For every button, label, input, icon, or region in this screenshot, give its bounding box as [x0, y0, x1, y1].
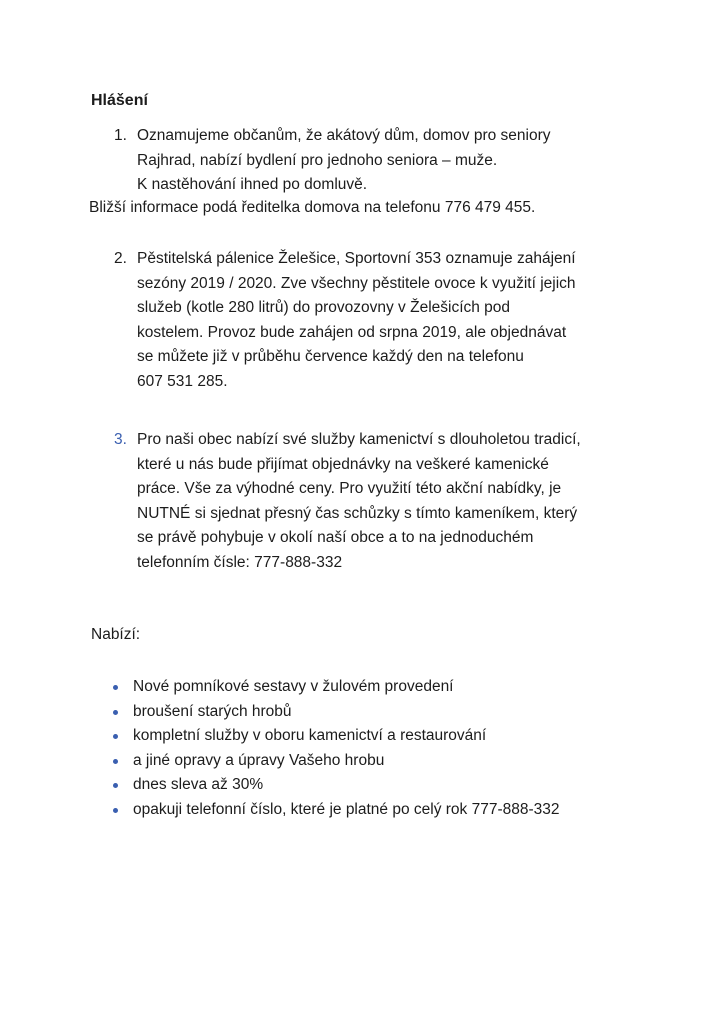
- item-line: sezóny 2019 / 2020. Zve všechny pěstitele ovoce k využití jejich: [137, 274, 576, 292]
- offer-text: dnes sleva až 30%: [133, 776, 264, 793]
- offer-text: kompletní služby v oboru kamenictví a restaurování: [133, 727, 487, 744]
- contact-note: Bližší informace podá ředitelka domova na telefonu 776 479 455.: [89, 199, 536, 216]
- item-line: Rajhrad, nabízí bydlení pro jednoho seniora – muže.: [137, 151, 498, 169]
- bullet-icon: [113, 710, 118, 715]
- item-line: kostelem. Provoz bude zahájen od srpna 2019, ale objednávat: [137, 323, 567, 341]
- announcement-item-1: [0, 124, 725, 199]
- bullet-icon: [113, 808, 118, 813]
- offers-list: [112, 675, 560, 822]
- offer-text: broušení starých hrobů: [133, 702, 292, 720]
- offers-heading: Nabízí:: [91, 626, 141, 643]
- item-text: [137, 247, 576, 394]
- item-line: které u nás bude přijímat objednávky na veškeré kamenické: [137, 455, 549, 473]
- list-item: [112, 798, 560, 823]
- announcement-item-3: [0, 428, 725, 578]
- list-item: [112, 749, 560, 774]
- item-text: [137, 124, 551, 198]
- item-line: K nastěhování ihned po domluvě.: [137, 176, 368, 193]
- item-number: 3.: [114, 431, 127, 448]
- item-number: 1.: [114, 127, 127, 144]
- bullet-icon: [113, 783, 118, 788]
- bullet-icon: [113, 759, 118, 764]
- offer-text: a jiné opravy a úpravy Vašeho hrobu: [133, 751, 385, 769]
- list-item: [112, 773, 560, 798]
- announcement-item-2: [0, 247, 725, 397]
- item-line: Pěstitelská pálenice Želešice, Sportovní 353 oznamuje zahájení: [137, 250, 576, 267]
- bullet-icon: [113, 685, 118, 690]
- item-number: 2.: [114, 250, 127, 267]
- item-line: telefonním čísle: 777-888-332: [137, 553, 343, 571]
- list-item: [112, 675, 560, 700]
- item-line: NUTNÉ si sjednat přesný čas schůzky s tímto kameníkem, který: [137, 504, 578, 522]
- item-line: Pro naši obec nabízí své služby kamenictví s dlouholetou tradicí,: [137, 431, 581, 448]
- list-item: [112, 700, 560, 725]
- item-line: se můžete již v průběhu července každý den na telefonu: [137, 348, 524, 365]
- item-line: se právě pohybuje v okolí naší obce a to na jednoduchém: [137, 529, 534, 546]
- item-text: [137, 428, 581, 575]
- list-item: [112, 724, 560, 749]
- item-line: Oznamujeme občanům, že akátový dům, domov pro seniory: [137, 127, 551, 144]
- offer-text: opakuji telefonní číslo, které je platné po celý rok 777-888-332: [133, 800, 560, 818]
- bullet-icon: [113, 734, 118, 739]
- document-title: Hlášení: [91, 92, 148, 109]
- offer-text: Nové pomníkové sestavy v žulovém provedení: [133, 678, 454, 695]
- item-line: služeb (kotle 280 litrů) do provozovny v Želešicích pod: [137, 299, 511, 316]
- item-line: práce. Vše za výhodné ceny. Pro využití této akční nabídky, je: [137, 480, 562, 497]
- item-line: 607 531 285.: [137, 372, 228, 390]
